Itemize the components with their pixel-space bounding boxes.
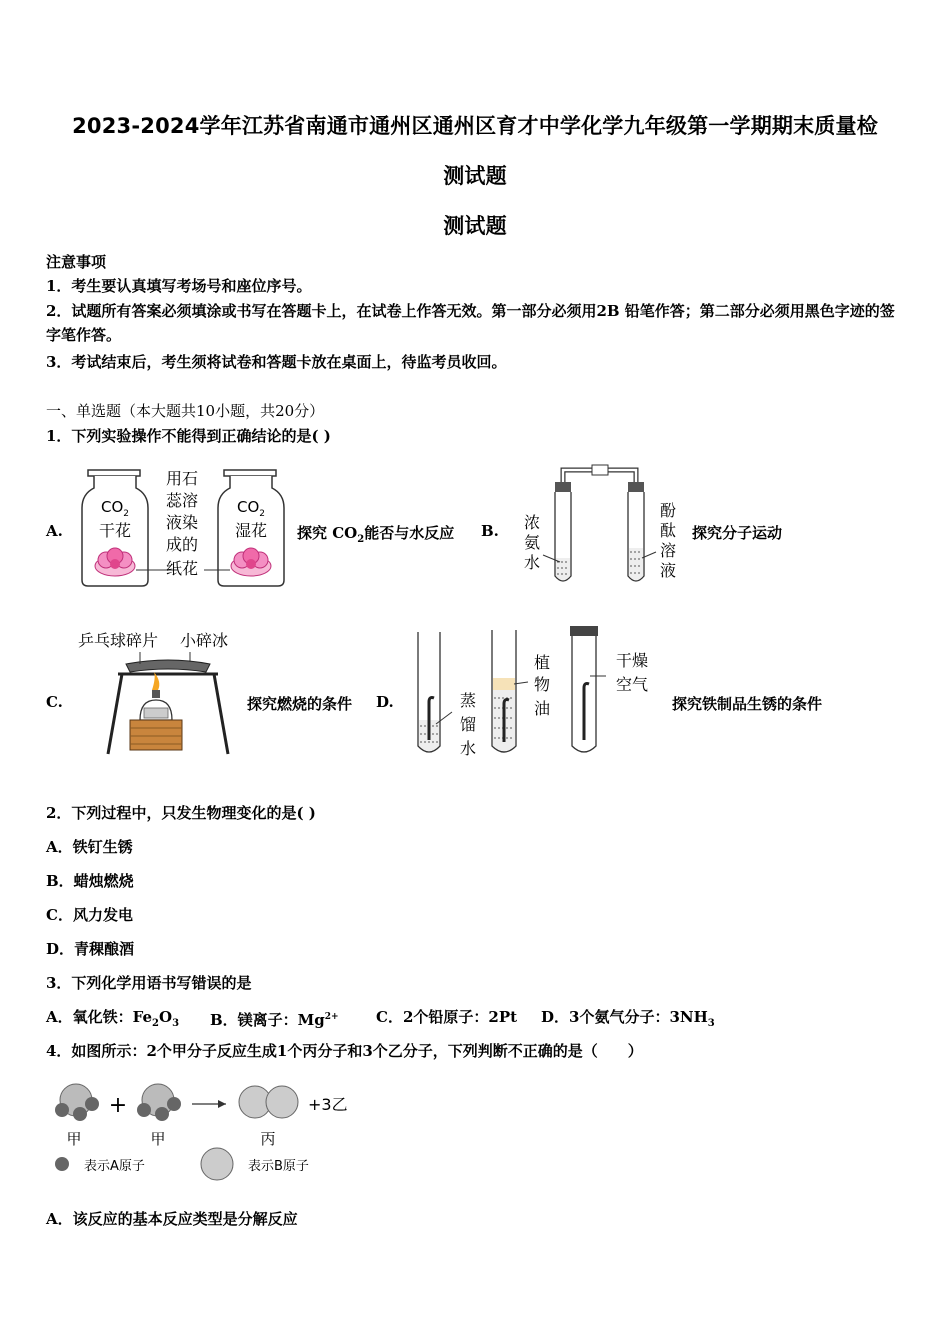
svg-text:干燥: 干燥 [615, 651, 649, 670]
q1-option-c-desc: 探究燃烧的条件 [247, 695, 353, 713]
note-line-1: 用石 [165, 469, 199, 488]
svg-text:乒乓球碎片: 乒乓球碎片 [77, 631, 159, 650]
svg-text:小碎冰: 小碎冰 [179, 631, 229, 650]
q4-option-a: A．该反应的基本反应类型是分解反应 [46, 1210, 298, 1228]
note-line-5: 纸花 [165, 559, 199, 578]
q3-option-b: B．镁离子：$Mg^{2+}$ [210, 1011, 339, 1029]
svg-text:溶: 溶 [659, 541, 677, 560]
q2-option-d: D．青稞酿酒 [46, 940, 135, 958]
svg-text:油: 油 [533, 699, 551, 718]
q3-option-c: C．2个铅原子：2Pt [376, 1008, 518, 1026]
question-1-stem: 1．下列实验操作不能得到正确结论的是( ) [46, 427, 331, 445]
svg-text:蒸: 蒸 [459, 691, 477, 710]
q1-option-c-label: C. [46, 693, 63, 711]
svg-text:丙: 丙 [260, 1130, 276, 1148]
jar1-label: 干花 [98, 521, 132, 540]
svg-text:+: + [108, 1093, 128, 1118]
q1-option-d-label: D. [376, 693, 394, 711]
q4-reaction-figure [50, 1080, 370, 1190]
question-4-stem: 4．如图所示：2个甲分子反应生成1个丙分子和3个乙分子，下列判断不正确的是（ ） [46, 1042, 643, 1060]
page-title: 2023-2024学年江苏省南通市通州区通州区育才中学化学九年级第一学期期末质量检 [72, 114, 878, 138]
svg-text:甲: 甲 [150, 1130, 166, 1148]
svg-text:馏: 馏 [459, 715, 477, 734]
atom-b-icon [201, 1148, 233, 1180]
question-3-stem: 3．下列化学用语书写错误的是 [46, 974, 252, 992]
notice-item-1: 1．考生要认真填写考场号和座位序号。 [46, 277, 312, 295]
q1-option-b-desc: 探究分子运动 [692, 524, 783, 542]
notice-item-2: 2．试题所有答案必须填涂或书写在答题卡上，在试卷上作答无效。第一部分必须用2B 铅笔作答；第二部分必须用黑色字迹的签字笔作答。 [46, 302, 895, 344]
page-subtitle: 测试题 [443, 214, 507, 238]
jar2-formula: $CO_2$ [236, 498, 266, 519]
molecule-bing-icon [239, 1086, 298, 1118]
q3-option-a: A．氧化铁：$Fe_2O_3$ [46, 1008, 180, 1029]
molecule-jia-icon [55, 1084, 99, 1121]
svg-text:酚: 酚 [659, 501, 677, 520]
note-line-4: 成的 [165, 535, 199, 554]
q1-option-a-desc: 探究 $CO_2$能否与水反应 [297, 524, 455, 545]
svg-text:物: 物 [533, 675, 551, 694]
note-line-2: 蕊溶 [165, 491, 199, 510]
svg-text:水: 水 [523, 553, 541, 572]
svg-text:空气: 空气 [615, 675, 649, 694]
question-2-stem: 2．下列过程中，只发生物理变化的是( ) [46, 804, 316, 822]
q2-option-b: B．蜡烛燃烧 [46, 872, 134, 890]
jar2-label: 湿花 [234, 521, 268, 540]
svg-text:植: 植 [533, 653, 551, 672]
svg-text:表示A原子: 表示A原子 [84, 1159, 145, 1174]
q1-figure-d [410, 624, 670, 762]
q1-option-a-label: A. [46, 522, 63, 540]
note-line-3: 液染 [165, 513, 199, 532]
jar1-formula: $CO_2$ [100, 498, 130, 519]
svg-text:+3乙: +3乙 [308, 1095, 348, 1114]
q2-option-c: C．风力发电 [46, 906, 133, 924]
q3-option-d: D．3个氨气分子：$3NH_3$ [541, 1008, 715, 1029]
svg-text:氨: 氨 [523, 533, 541, 552]
svg-text:水: 水 [459, 739, 477, 758]
page-title-line2: 测试题 [443, 164, 507, 188]
q2-option-a: A．铁钉生锈 [46, 838, 133, 856]
svg-text:甲: 甲 [66, 1130, 82, 1148]
q1-option-d-desc: 探究铁制品生锈的条件 [672, 695, 823, 713]
molecule-jia-icon-2 [137, 1084, 181, 1121]
q1-figure-a [78, 468, 288, 590]
svg-text:酞: 酞 [659, 521, 677, 540]
q1-figure-c [78, 628, 238, 758]
notice-heading: 注意事项 [46, 253, 107, 271]
section-heading: 一、单选题（本大题共10小题，共20分） [46, 402, 325, 420]
notice-item-3: 3．考试结束后，考生须将试卷和答题卡放在桌面上，待监考员收回。 [46, 353, 507, 371]
svg-text:浓: 浓 [523, 513, 541, 532]
svg-text:液: 液 [659, 561, 677, 580]
q1-figure-b [518, 462, 688, 590]
q1-option-b-label: B. [481, 522, 499, 540]
atom-a-icon [55, 1157, 69, 1171]
svg-text:表示B原子: 表示B原子 [248, 1159, 309, 1174]
